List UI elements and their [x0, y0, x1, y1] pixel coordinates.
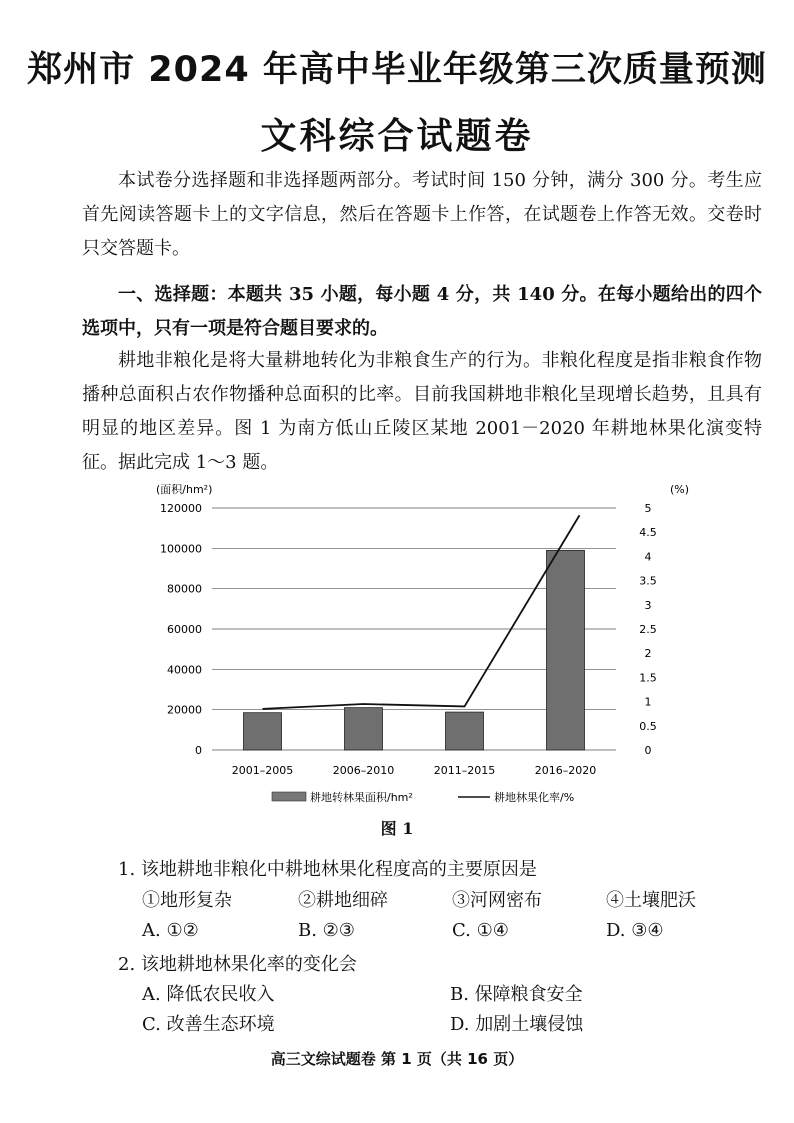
x-tick-label: 2016–2020: [534, 764, 597, 777]
exam-title: 郑州市 2024 年高中毕业年级第三次质量预测: [27, 50, 767, 90]
right-tick-label: 3: [644, 598, 652, 612]
bar: [547, 550, 585, 750]
left-tick-label: 60000: [167, 623, 202, 636]
question-1-option-a[interactable]: A. ①②: [142, 920, 199, 941]
question-1-option-d[interactable]: D. ③④: [606, 920, 664, 941]
left-tick-label: 120000: [160, 502, 202, 515]
page-footer: 高三文综试题卷 第 1 页（共 16 页）: [270, 1050, 524, 1068]
left-tick-label: 80000: [167, 582, 202, 596]
bar: [345, 708, 383, 750]
figure-1-chart: [150, 476, 710, 812]
question-1-item-1: ①地形复杂: [142, 890, 232, 911]
question-2-option-d[interactable]: D. 加剧土壤侵蚀: [450, 1014, 584, 1035]
question-2-option-c[interactable]: C. 改善生态环境: [142, 1014, 275, 1035]
right-tick-label: 0.5: [639, 719, 657, 733]
rate-series-line: [263, 515, 580, 709]
left-tick-label: 20000: [167, 703, 202, 717]
question-2-stem: 2. 该地耕地林果化率的变化会: [118, 954, 357, 975]
bar: [446, 712, 484, 750]
question-1-stem: 1. 该地耕地非粮化中耕地林果化程度高的主要原因是: [118, 859, 537, 880]
left-tick-label: 40000: [167, 663, 202, 677]
question-1-option-c[interactable]: C. ①④: [452, 920, 509, 941]
left-tick-label: 0: [195, 744, 202, 757]
figure-label: 图 1: [380, 819, 414, 838]
instructions-paragraph: 本试卷分选择题和非选择题两部分。考试时间 150 分钟，满分 300 分。考生应首先阅读答题卡上的文字信息，然后在答题卡上作答，在试题卷上作答无效。交卷时只交答题卡。: [82, 170, 762, 259]
right-tick-label: 4: [644, 550, 652, 564]
right-axis-label: (%): [670, 483, 690, 496]
question-2-option-a[interactable]: A. 降低农民收入: [142, 984, 275, 1005]
legend-line-label: 耕地林果化率/%: [494, 791, 575, 804]
legend-bar-swatch: [272, 792, 306, 801]
question-1-item-2: ②耕地细碎: [298, 890, 388, 911]
chart-legend: [272, 790, 574, 804]
right-tick-label: 2.5: [639, 623, 657, 636]
question-2-option-b[interactable]: B. 保障粮食安全: [450, 984, 583, 1005]
bar: [244, 713, 282, 750]
right-tick-label: 1: [644, 695, 652, 709]
right-tick-label: 3.5: [639, 574, 657, 588]
left-axis-label: (面积/hm²): [156, 483, 213, 496]
passage-paragraph: 耕地非粮化是将大量耕地转化为非粮食生产的行为。非粮化程度是指非粮食作物播种总面积占农作物播种总面积的比率。目前我国耕地非粮化呈现增长趋势，且具有明显的地区差异。图 1 为南方低山丘陵区某地 2001－2020 年耕地林果化演变特征。据此完成 1～3 题。: [82, 350, 762, 473]
section-heading: 一、选择题：本题共 35 小题，每小题 4 分，共 140 分。在每小题给出的四个选项中，只有一项是符合题目要求的。: [82, 284, 762, 339]
question-1-item-4: ④土壤肥沃: [606, 890, 696, 911]
left-tick-label: 100000: [160, 542, 202, 556]
right-tick-label: 1.5: [639, 671, 657, 685]
legend-bar-label: 耕地转林果面积/hm²: [310, 791, 413, 804]
x-tick-label: 2011–2015: [433, 764, 496, 777]
question-1-item-3: ③河网密布: [452, 890, 542, 911]
right-tick-label: 0: [644, 744, 652, 757]
right-tick-label: 4.5: [639, 526, 657, 540]
exam-subtitle: 文科综合试题卷: [260, 116, 534, 157]
x-tick-label: 2001–2005: [231, 764, 294, 777]
right-tick-label: 5: [644, 502, 652, 515]
question-1-option-b[interactable]: B. ②③: [298, 920, 355, 941]
x-tick-label: 2006–2010: [332, 764, 395, 777]
right-tick-label: 2: [644, 647, 652, 661]
